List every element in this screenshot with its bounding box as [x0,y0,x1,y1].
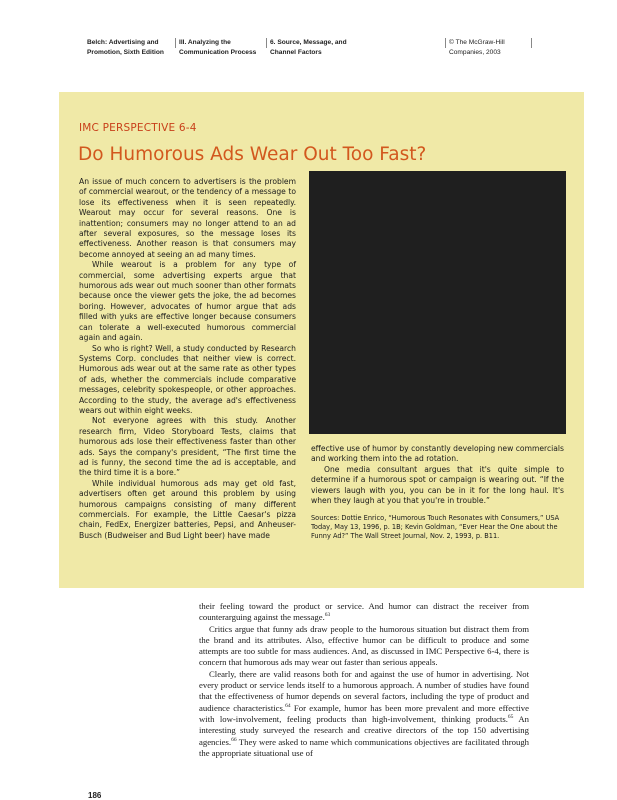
feature-paragraph: While wearout is a problem for any type of commercial, some advertising experts argue that humorous ads wear out much sooner than other formats because once the viewer gets the joke, the ad becomes boring. However, advocates of humor argue that ads filled with yuks are effective longer because consumers can tolerate a well-executed humorous commercial again and again. [79,260,296,343]
header-copyright: © The McGraw-Hill Companies, 2003 [449,39,505,56]
footnote-ref: 63 [324,612,331,619]
feature-paragraph: One media consultant argues that it's quite simple to determine if a humorous spot or campaign is wearing out. “If the viewers laugh with you, you can be in it for the long haul. It's when they laugh at you that you're in trouble.” [311,464,564,506]
header-book-title: Belch: Advertising and Promotion, Sixth Edition [87,39,164,56]
feature-paragraph: So who is right? Well, a study conducted by Research Systems Corp. concludes that neither view is correct. Humorous ads wear out at the same rate as other types of ads, whether the commercials include comparative messages, celebrity spokespeople, or other approaches. According to the study, the average ad's effectiveness wears out within eight weeks. [79,343,296,415]
footnote-ref: 64 [285,702,291,709]
feature-paragraph: Not everyone agrees with this study. Another research firm, Video Storyboard Tests, claims that humorous ads lose their effectiveness faster than other ads. Says the company's president, “The first time the ad is funny, the second time the ad is acceptable, and the third time it is a bore.” [79,416,296,478]
body-text [199,601,529,759]
header-divider [531,38,532,48]
feature-paragraph: While individual humorous ads may get old fast, advertisers often get around this problem by using humorous campaigns consisting of many different commercials. For example, the Little Caesar's pizza chain, FedEx, Energizer batteries, Pepsi, and Anheuser-Busch (Budweiser and Bud Light beer) have made [79,478,296,540]
header-divider [445,38,446,48]
feature-paragraph: An issue of much concern to advertisers is the problem of commercial wearout, or the tendency of a message to lose its effectiveness when it is seen repeatedly. Wearout may occur for several reasons. One is inattention; consumers may no longer attend to an ad after several exposures, so the message loses its effectiveness. Another reason is that consumers may become annoyed at seeing an ad many times. [79,177,296,259]
page-number: 186 [88,791,102,800]
feature-paragraph: effective use of humor by constantly developing new commercials and working them into the ad rotation. [311,444,564,464]
body-paragraph: their feeling toward the product or service. And humor can distract the receiver from counterarguing against the message.$^{63}$ [199,601,529,623]
footnote-ref: 65 [507,714,514,721]
feature-left-column [79,177,296,541]
header-part: III. Analyzing the Communication Process [179,39,257,56]
running-header [87,38,532,62]
body-paragraph: Critics argue that funny ads draw people to the humorous situation but distract them from the brand and its attributes. Also, effective humor can be difficult to produce and some attempts are too subtle for mass audiences. And, as discussed in IMC Perspective 6-4, there is concern that humorous ads may wear out faster than serious appeals. [199,623,529,668]
body-paragraph: Clearly, there are valid reasons both for and against the use of humor in advertising. Not every product or service lends itself to a humorous approach. A number of studies have found that the effectiveness of humor depends on several factors, including the type of product and audience characteristics.$^{64}$ For example, humor has been more prevalent and more effective with low-involvement, feeling products than high-involvement, thinking products.$^{65}$ An interesting study surveyed the research and creative directors of the top 150 advertising agencies.$^{66}$ They were asked to name which communications objectives are facilitated through the appropriate situational use of [199,668,529,758]
header-divider [175,38,176,48]
feature-photo [309,171,566,434]
header-chapter: 6. Source, Message, and Channel Factors [270,39,347,56]
footnote-ref: 66 [231,736,237,743]
feature-right-column [311,444,564,541]
header-divider [266,38,267,48]
feature-kicker: IMC PERSPECTIVE 6-4 [79,122,197,134]
feature-sources: Sources: Dottie Enrico, “Humorous Touch Resonates with Consumers,” USA Today, May 13, 1996, p. 1B; Kevin Goldman, “Ever Hear the One about the Funny Ad?” The Wall Street Journal, Nov. 2, 1993, p. B11. [311,514,560,541]
feature-title: Do Humorous Ads Wear Out Too Fast? [78,144,427,165]
